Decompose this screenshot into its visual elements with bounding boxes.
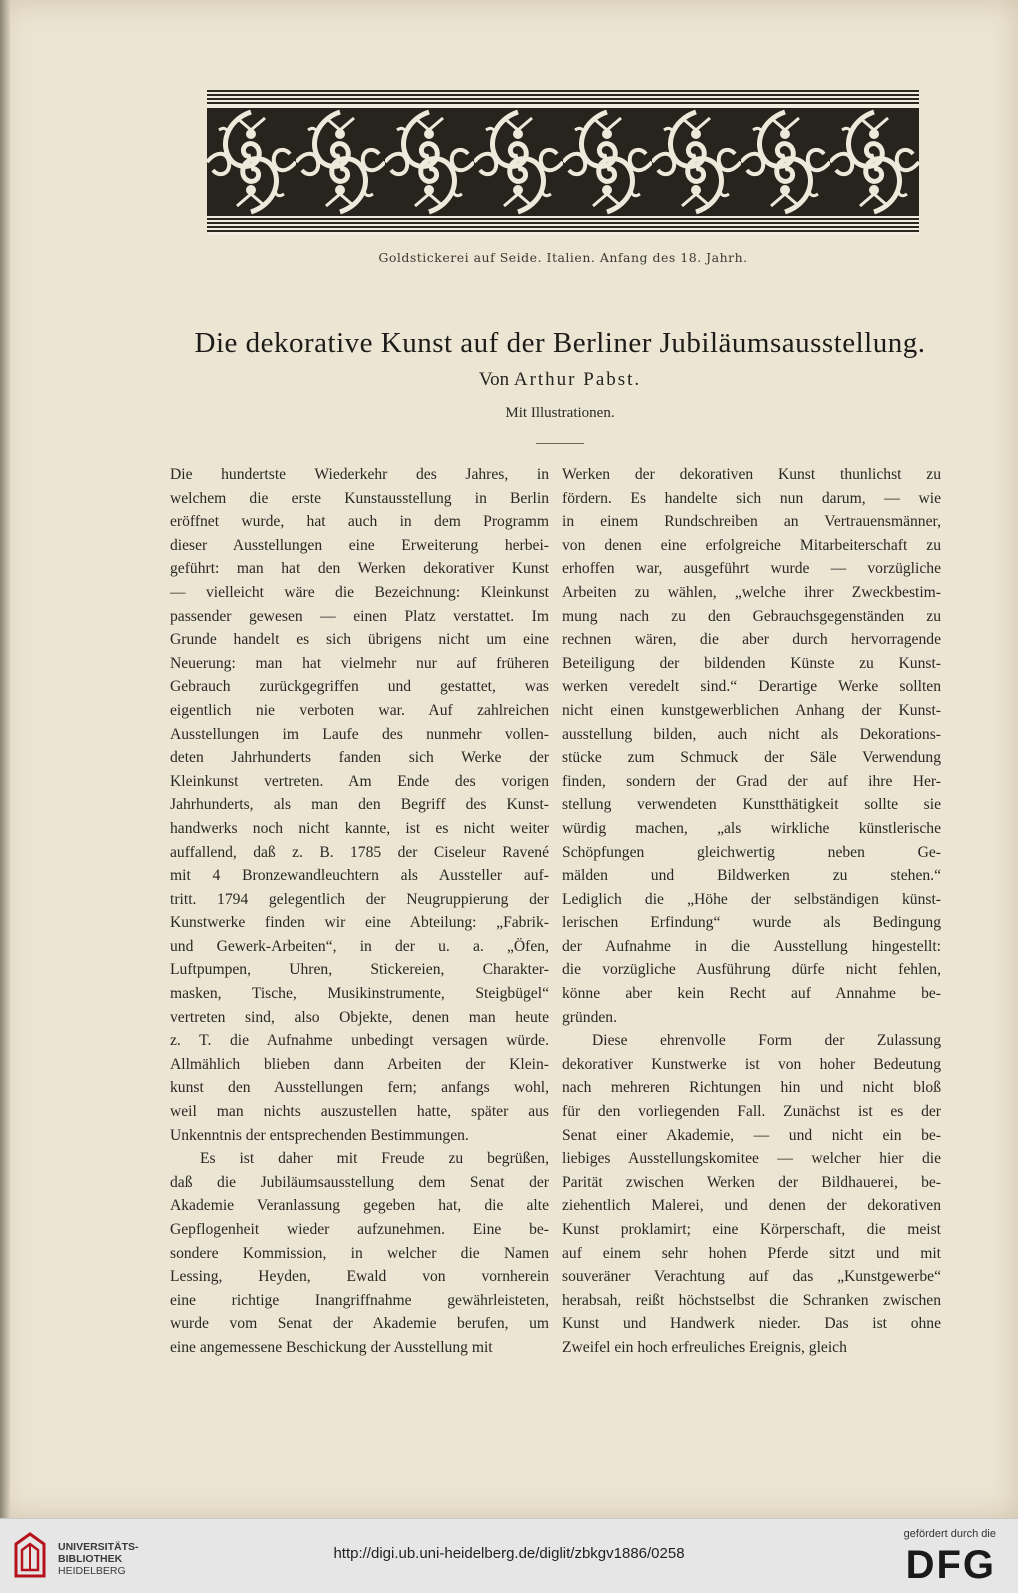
- text-line: werken veredelt sind.“ Derartige Werke sollten: [562, 678, 941, 696]
- text-line: souveräner Verachtung auf das „Kunstgewerbe“: [562, 1268, 941, 1286]
- text-line: liebiges Ausstellungskomitee — welcher hier die: [562, 1150, 941, 1168]
- text-line: stellung verwendeten Kunstthätigkeit sollte sie: [562, 796, 941, 814]
- figure-caption: Goldstickerei auf Seide. Italien. Anfang des 18. Jahrh.: [378, 250, 748, 265]
- text-line: z. T. die Aufnahme unbedingt versagen würde.: [170, 1032, 549, 1050]
- text-line: und Gewerk-Arbeiten“, in der u. a. „Öfen,: [170, 937, 549, 955]
- text-line: Neuerung: man hat vielmehr nur auf früheren: [170, 654, 549, 672]
- funding-note: gefördert durch die: [903, 1528, 996, 1540]
- text-line: — vielleicht wäre die Bezeichnung: Kleinkunst: [170, 583, 549, 601]
- illustrations-note: Mit Illustrationen.: [505, 405, 615, 421]
- text-line: Lessing, Heyden, Ewald von vornherein: [170, 1268, 549, 1286]
- viewer-footer: [0, 1518, 1018, 1593]
- text-line: auffallend, daß z. B. 1785 der Ciseleur Ravené: [170, 843, 549, 861]
- text-line: Unkenntnis der entsprechenden Bestimmungen.: [170, 1126, 469, 1144]
- text-line: mit 4 Bronzewandleuchtern als Aussteller auf-: [170, 867, 549, 885]
- embroidery-pattern-figure: [207, 90, 919, 235]
- text-line: rechnen wären, die aber durch hervorragende: [562, 631, 941, 649]
- text-line: Akademie Veranlassung gegeben hat, die alte: [170, 1197, 549, 1215]
- text-column-left: [170, 463, 549, 1360]
- text-line: Luftpumpen, Uhren, Stickereien, Charakter-: [170, 961, 549, 979]
- text-line: wurde vom Senat der Akademie berufen, um: [170, 1315, 549, 1333]
- text-line: dieser Ausstellungen eine Erweiterung herbei-: [170, 536, 549, 554]
- text-line: Die hundertste Wiederkehr des Jahres, in: [170, 466, 549, 483]
- text-line: welchem die erste Kunstausstellung in Berlin: [170, 489, 549, 507]
- text-line: stücke zum Schmuck der Säle Verwendung: [562, 749, 941, 767]
- text-line: Schöpfungen gleichwertig neben Ge-: [562, 843, 941, 861]
- text-line: erhoffen war, ausgeführt wurde — vorzügliche: [562, 560, 941, 578]
- text-line: deten Jahrhunderts fanden sich Werke der: [170, 749, 549, 767]
- text-line: finden, sondern der Grad der auf ihre Her-: [562, 772, 941, 790]
- text-line: würdig machen, „als wirkliche künstlerische: [562, 819, 941, 837]
- text-line: könne aber kein Recht auf Annahme be-: [562, 985, 941, 1003]
- text-line: geführt: man hat den Werken dekorativer Kunst: [170, 560, 549, 578]
- text-line: für den vorliegenden Fall. Zunächst ist es der: [562, 1103, 941, 1121]
- text-line: sondere Kommission, in welcher die Namen: [170, 1244, 549, 1262]
- text-line: mälden und Bildwerken zu stehen.“: [562, 867, 941, 885]
- text-line: Jahrhunderts, als man den Begriff des Kunst-: [170, 796, 549, 814]
- text-line: daß die Jubiläumsausstellung dem Senat der: [170, 1173, 549, 1191]
- institution-line-1: UNIVERSITÄTS-: [58, 1541, 139, 1553]
- article-title: Die dekorative Kunst auf der Berliner Jubiläumsausstellung.: [194, 327, 926, 359]
- text-line: von denen eine erfolgreiche Mitarbeiterschaft zu: [562, 536, 941, 554]
- author-name: Arthur Pabst.: [513, 369, 642, 390]
- text-line: eine richtige Inangriffnahme gewährleisteten,: [170, 1291, 549, 1309]
- text-line: Diese ehrenvolle Form der Zulassung: [592, 1032, 941, 1050]
- text-line: Werken der dekorativen Kunst thunlichst zu: [562, 466, 941, 483]
- author-prefix: Von: [478, 369, 510, 390]
- text-line: die vorzügliche Ausführung dürfe nicht fehlen,: [562, 961, 941, 979]
- text-line: Senat einer Akademie, — und nicht ein be-: [562, 1126, 941, 1144]
- text-line: Beteiligung der bildenden Künste zu Kunst-: [562, 654, 941, 672]
- text-line: mung nach zu den Gebrauchsgegenständen zu: [562, 607, 941, 625]
- text-line: Kunstwerke finden wir eine Abteilung: „Fabrik-: [170, 914, 549, 932]
- text-line: ziehentlich Malerei, und denen der dekorativen: [562, 1197, 941, 1215]
- text-line: dekorativer Kunstwerke ist von hoher Bedeutung: [562, 1055, 941, 1073]
- text-line: Ausstellungen im Laufe des nunmehr vollen-: [170, 725, 549, 743]
- text-line: Arbeiten zu wählen, „welche ihrer Zweckbestim-: [562, 583, 941, 601]
- text-line: eröffnet wurde, hat auch in dem Programm: [170, 513, 549, 531]
- text-line: herabsah, reißt höchstselbst die Schranken zwischen: [562, 1291, 941, 1309]
- institution-line-2: BIBLIOTHEK: [58, 1553, 123, 1565]
- text-line: eigentlich nie verboten war. Auf zahlreichen: [170, 701, 549, 719]
- article-author: [160, 369, 960, 391]
- text-line: Parität zwischen Werken der Bildhauerei, be-: [562, 1173, 941, 1191]
- text-line: gründen.: [562, 1008, 617, 1026]
- text-line: der Aufnahme in die Ausstellung hingestellt:: [562, 937, 941, 955]
- text-line: eine angemessene Beschickung der Ausstellung mit: [170, 1338, 493, 1356]
- text-line: handwerks noch nicht kannte, ist es nicht weiter: [170, 819, 549, 837]
- text-line: Kunst und Handwerk nieder. Das ist ohne: [562, 1315, 941, 1333]
- text-line: Gepflogenheit wieder aufzunehmen. Eine be-: [170, 1221, 549, 1238]
- text-line: vertreten sind, also Objekte, denen man heute: [170, 1008, 549, 1026]
- text-line: masken, Tische, Musikinstrumente, Steigbügel“: [170, 985, 549, 1003]
- text-line: Es ist daher mit Freude zu begrüßen,: [200, 1150, 549, 1168]
- page-edge-shadow: [0, 0, 10, 1518]
- text-line: tritt. 1794 gelegentlich der Neugruppierung der: [170, 890, 549, 908]
- text-line: nicht einen kunstgewerblichen Anhang der Kunst-: [562, 701, 941, 719]
- text-line: ausstellung bilden, auch nicht als Dekorations-: [562, 725, 941, 743]
- text-column-right: [562, 463, 941, 1360]
- text-line: lerischen Erfindung“ wurde als Bedingung: [562, 914, 941, 932]
- text-line: Gebrauch zurückgegriffen und gestattet, was: [170, 678, 549, 696]
- text-line: fördern. Es handelte sich nun darum, — wie: [562, 489, 941, 507]
- text-line: Kunst proklamirt; eine Körperschaft, die meist: [562, 1221, 941, 1238]
- text-line: auf einem sehr hohen Pferde sitzt und mit: [562, 1244, 941, 1262]
- institution-line-3: HEIDELBERG: [58, 1565, 126, 1577]
- permalink-url[interactable]: http://digi.ub.uni-heidelberg.de/diglit/zbkgv1886/0258: [333, 1545, 685, 1562]
- ornament-illustration: [207, 90, 919, 235]
- text-line: passender gewesen — einen Platz verstattet. Im: [170, 607, 549, 625]
- text-line: in einem Rundschreiben an Vertrauensmänner,: [562, 513, 941, 531]
- text-line: kunst den Ausstellungen fern; anfangs wohl,: [170, 1079, 549, 1097]
- text-line: Zweifel ein hoch erfreuliches Ereignis, gleich: [562, 1338, 847, 1356]
- text-line: nach mehreren Richtungen hin und nicht bloß: [562, 1079, 941, 1097]
- title-divider: [536, 443, 584, 444]
- text-line: weil man nichts auszustellen hatte, später aus: [170, 1103, 549, 1121]
- text-line: Allmählich blieben dann Arbeiten der Klein-: [170, 1055, 549, 1073]
- text-line: Lediglich die „Höhe der selbständigen künst-: [562, 890, 941, 908]
- dfg-logo[interactable]: DFG: [905, 1543, 996, 1587]
- text-line: Grunde handelt es sich übrigens nicht um eine: [170, 631, 549, 649]
- text-line: Kleinkunst vertreten. Am Ende des vorigen: [170, 772, 549, 790]
